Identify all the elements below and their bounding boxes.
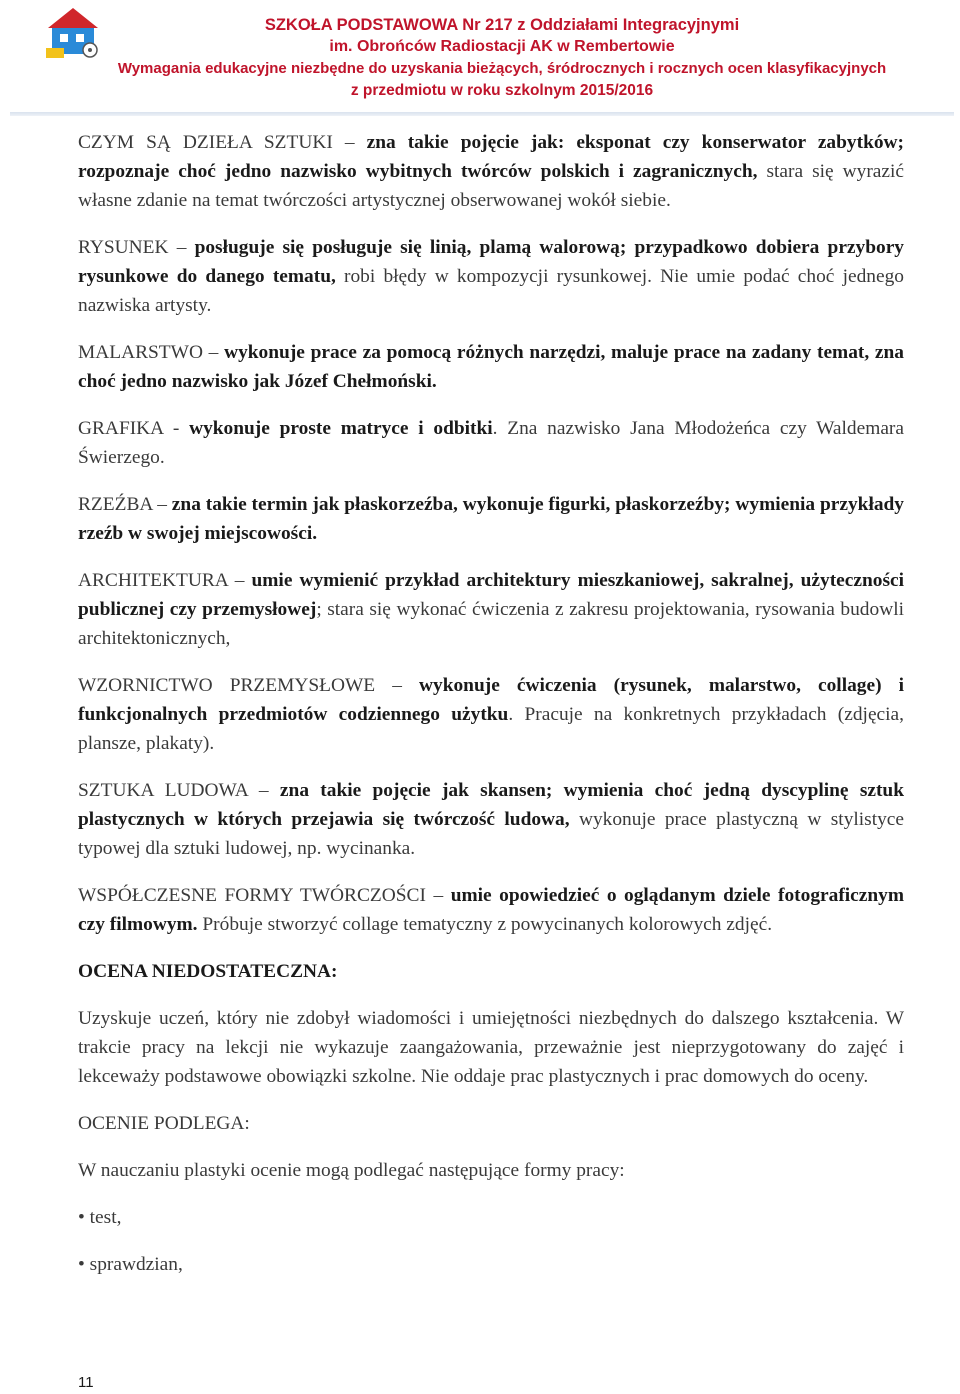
- section-paragraph: [78, 671, 904, 758]
- section-bold-text: wykonuje proste matryce i odbitki: [189, 418, 493, 439]
- section-title: ARCHITEKTURA: [78, 570, 228, 591]
- section-paragraph: [78, 414, 904, 472]
- page-number: 11: [78, 1374, 94, 1391]
- section-paragraph: [78, 881, 904, 939]
- section-bold-text: zna takie pojęcie jak skansen; wymienia choć jedną dyscyplinę sztuk plastycznych w których przejawia się twórczość ludowa,: [78, 780, 904, 830]
- section-plain-text: . Pracuje na konkretnych przykładach (zdjęcia, plansze, plakaty).: [78, 704, 904, 754]
- section-separator: –: [168, 237, 195, 258]
- section-title: RZEŹBA: [78, 494, 153, 515]
- section-separator: –: [152, 494, 172, 515]
- section-title: RYSUNEK: [78, 237, 169, 258]
- section-title: MALARSTWO: [78, 342, 203, 363]
- header-text: [92, 14, 912, 102]
- section-separator: –: [202, 342, 225, 363]
- section-paragraph: [78, 490, 904, 548]
- section-separator: –: [375, 675, 419, 696]
- list-item: [78, 1250, 904, 1279]
- section-bold-text: umie opowiedzieć o oglądanym dziele fotograficznym czy filmowym.: [78, 885, 905, 935]
- section-bold-text: zna takie termin jak płaskorzeźba, wykonuje figurki, płaskorzeźby; wymienia przykłady rzeźb w swojej miejscowości.: [78, 494, 905, 544]
- ocena-text: Uzyskuje uczeń, który nie zdobył wiadomości i umiejętności niezbędnych do dalszego kształcenia. W trakcie pracy na lekcji nie wykazuje zaangażowania, przeważnie jest nieprzygotowany do zajęć i lekceważy podstawowe obowiązki szkolne. Nie oddaje prac plastycznych i prac domowych do oceny.: [78, 1008, 904, 1087]
- header-school-name: SZKOŁA PODSTAWOWA Nr 217 z Oddziałami Integracyjnymi: [264, 16, 740, 34]
- section-paragraph: [78, 128, 904, 215]
- section-bold-text: zna takie pojęcie jak: eksponat czy konserwator zabytków; rozpoznaje choć jedno nazwisko wybitnych twórców polskich i zagranicznych,: [78, 132, 905, 182]
- section-bold-text: umie wymienić przykład architektury mieszkaniowej, sakralnej, użyteczności publicznej czy przemysłowej: [78, 570, 904, 620]
- section-title: WSPÓŁCZESNE FORMY TWÓRCZOŚCI: [78, 885, 426, 906]
- bullet-icon: •: [78, 1207, 85, 1228]
- header-school-year: z przedmiotu w roku szkolnym 2015/2016: [350, 82, 654, 99]
- section-separator: –: [332, 132, 367, 153]
- section-separator: –: [227, 570, 252, 591]
- section-paragraph: [78, 776, 904, 863]
- section-plain-text: wykonuje prace plastyczną w stylistyce typowej dla sztuki ludowej, np. wycinanka.: [78, 809, 905, 859]
- section-bold-text: wykonuje prace za pomocą różnych narzędzi, maluje prace na zadany temat, zna choć jedno nazwisko jak Józef Chełmoński.: [78, 342, 904, 392]
- section-title: WZORNICTWO PRZEMYSŁOWE: [78, 675, 376, 696]
- bullet-icon: •: [78, 1254, 85, 1275]
- section-plain-text: stara się wyrazić własne zdanie na temat twórczości artystycznej obserwowanej wokół siebie.: [78, 161, 904, 211]
- podlega-text: W nauczaniu plastyki ocenie mogą podlegać następujące formy pracy:: [78, 1160, 625, 1181]
- section-separator: –: [247, 780, 280, 801]
- section-bold-text: wykonuje ćwiczenia (rysunek, malarstwo, collage) i funkcjonalnych przedmiotów codziennego użytku: [78, 675, 905, 725]
- section-title: CZYM SĄ DZIEŁA SZTUKI: [78, 132, 333, 153]
- list-item: [78, 1203, 904, 1232]
- section-title: SZTUKA LUDOWA: [78, 780, 248, 801]
- section-bold-text: posługuje się posługuje się linią, plamą walorową; przypadkowo dobiera przybory rysunkowe do danego tematu,: [78, 237, 905, 287]
- section-plain-text: Próbuje stworzyć collage tematyczny z powycinanych kolorowych zdjęć.: [197, 914, 773, 935]
- page-header: [0, 0, 960, 112]
- list-item-text: sprawdzian,: [89, 1254, 183, 1275]
- section-plain-text: . Zna nazwisko Jana Młodożeńca czy Waldemara Świerzego.: [78, 418, 904, 468]
- list-item-text: test,: [89, 1207, 122, 1228]
- section-separator: –: [425, 885, 451, 906]
- podlega-heading: OCENIE PODLEGA:: [78, 1113, 250, 1134]
- section-title: GRAFIKA: [78, 418, 164, 439]
- section-paragraph: [78, 338, 904, 396]
- section-paragraph: [78, 233, 904, 320]
- header-divider: [10, 112, 954, 116]
- section-plain-text: ; stara się wykonać ćwiczenia z zakresu projektowania, rysowania budowli architektonicznych,: [78, 599, 904, 649]
- section-plain-text: robi błędy w kompozycji rysunkowej. Nie umie podać choć jednego nazwiska artysty.: [78, 266, 904, 316]
- header-school-patron: im. Obrońców Radiostacji AK w Rembertowie: [329, 38, 675, 55]
- ocena-heading: OCENA NIEDOSTATECZNA:: [78, 961, 338, 982]
- section-paragraph: [78, 566, 904, 653]
- section-separator: -: [163, 418, 190, 439]
- document-body: [78, 128, 904, 1297]
- header-requirements-title: Wymagania edukacyjne niezbędne do uzyskania bieżących, śródrocznych i rocznych ocen klasyfikacyjnych: [117, 60, 887, 77]
